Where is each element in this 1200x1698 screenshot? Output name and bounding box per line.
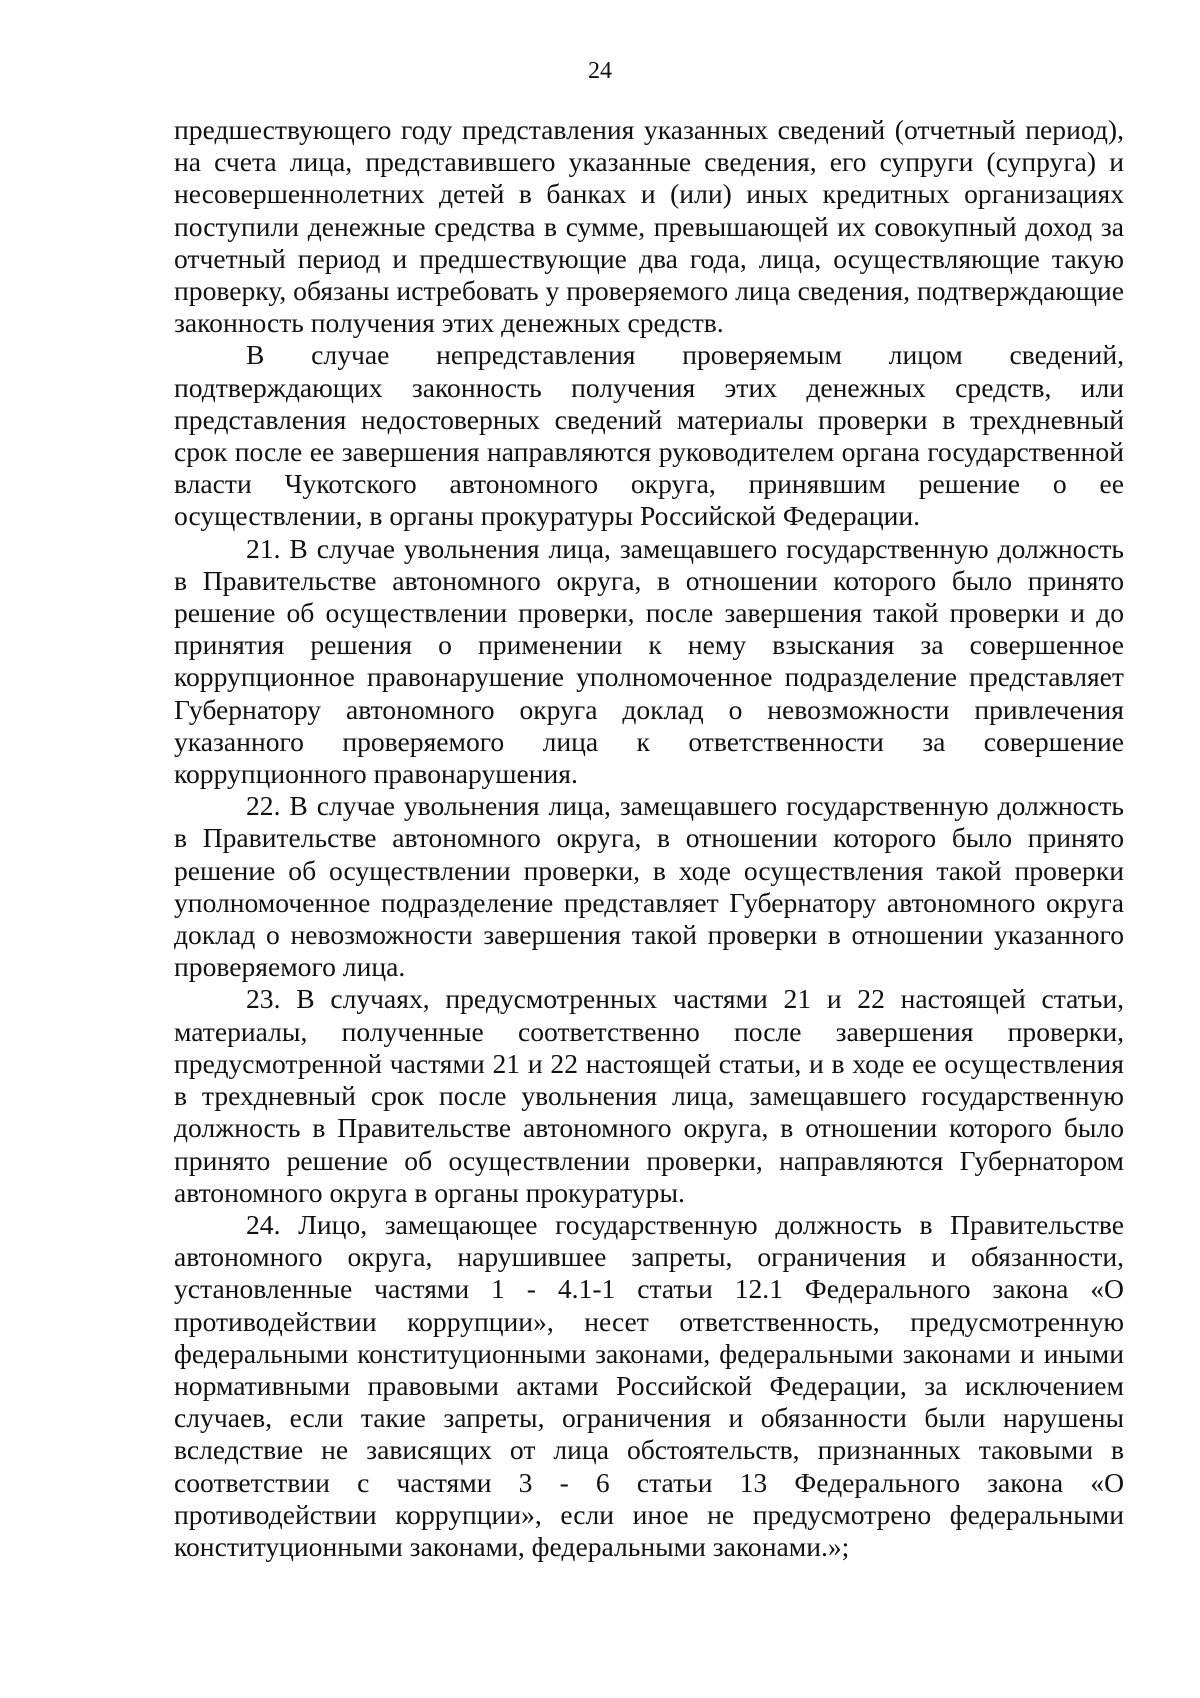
paragraph-nonsubmission: В случае непредставления проверяемым лицом сведений, подтверждающих законность получения этих денежных средств, или представления недостоверных сведений материалы проверки в трехдневный срок после ее завершения направляются руководителем органа государственной власти Чукотского автономного округа, принявшим решение о ее осуществлении, в органы прокуратуры Российской Федерации.: [174, 339, 1124, 532]
document-body: [174, 114, 1124, 1563]
paragraph-continuation: предшествующего году представления указанных сведений (отчетный период), на счета лица, представившего указанные сведения, его супруги (супруга) и несовершеннолетних детей в банках и (или) иных кредитных организациях поступили денежные средства в сумме, превышающей их совокупный доход за отчетный период и предшествующие два года, лица, осуществляющие такую проверку, обязаны истребовать у проверяемого лица сведения, подтверждающие законность получения этих денежных средств.: [174, 114, 1124, 339]
paragraph-21: 21. В случае увольнения лица, замещавшего государственную должность в Правительстве автономного округа, в отношении которого было принято решение об осуществлении проверки, после завершения такой проверки и до принятия решения о применении к нему взыскания за совершенное коррупционное правонарушение уполномоченное подразделение представляет Губернатору автономного округа доклад о невозможности привлечения указанного проверяемого лица к ответственности за совершение коррупционного правонарушения.: [174, 532, 1124, 790]
paragraph-23: 23. В случаях, предусмотренных частями 21 и 22 настоящей статьи, материалы, полученные соответственно после завершения проверки, предусмотренной частями 21 и 22 настоящей статьи, и в ходе ее осуществления в трехдневный срок после увольнения лица, замещавшего государственную должность в Правительстве автономного округа, в отношении которого было принято решение об осуществлении проверки, направляются Губернатором автономного округа в органы прокуратуры.: [174, 983, 1124, 1208]
paragraph-24: 24. Лицо, замещающее государственную должность в Правительстве автономного округа, нарушившее запреты, ограничения и обязанности, установленные частями 1 - 4.1-1 статьи 12.1 Федерального закона «О противодействии коррупции», несет ответственность, предусмотренную федеральными конституционными законами, федеральными законами и иными нормативными правовыми актами Российской Федерации, за исключением случаев, если такие запреты, ограничения и обязанности были нарушены вследствие не зависящих от лица обстоятельств, признанных таковыми в соответствии с частями 3 - 6 статьи 13 Федерального закона «О противодействии коррупции», если иное не предусмотрено федеральными конституционными законами, федеральными законами.»;: [174, 1208, 1124, 1562]
page-number: 24: [588, 58, 612, 84]
paragraph-22: 22. В случае увольнения лица, замещавшего государственную должность в Правительстве автономного округа, в отношении которого было принято решение об осуществлении проверки, в ходе осуществления такой проверки уполномоченное подразделение представляет Губернатору автономного округа доклад о невозможности завершения такой проверки в отношении указанного проверяемого лица.: [174, 790, 1124, 983]
